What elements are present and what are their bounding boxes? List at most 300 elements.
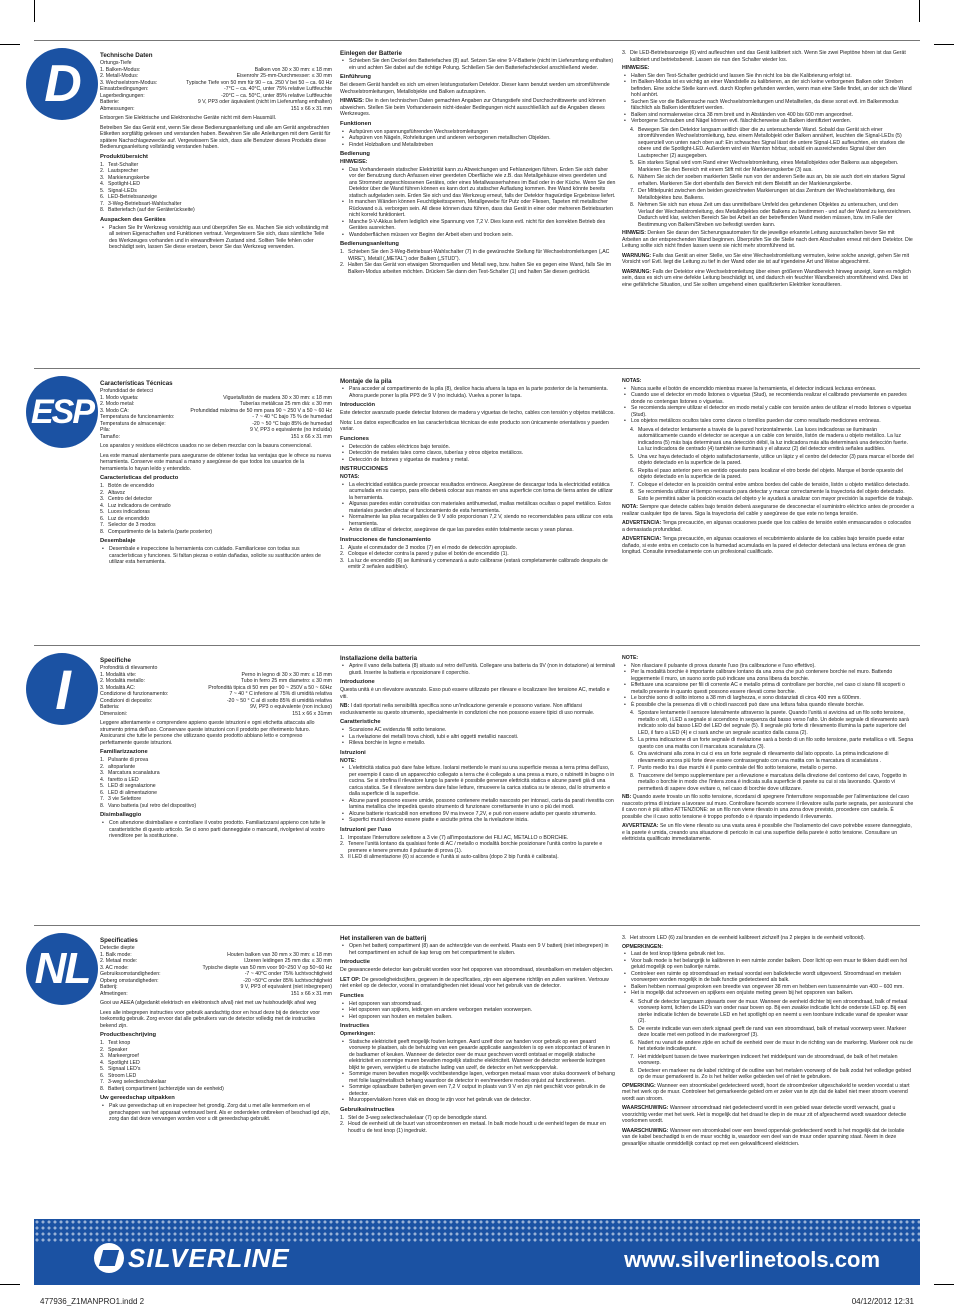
item-number: 2. bbox=[100, 489, 105, 496]
list-item: • Manche 9-V-Akkus liefern lediglich eine Spannung von 7,2 V. Dies kann evtl. nicht für den korrekten Betrieb des Gerätes ausreichen. bbox=[340, 219, 616, 232]
parts-list bbox=[100, 162, 332, 214]
list-item bbox=[622, 935, 914, 942]
item-number: 2. bbox=[100, 168, 105, 175]
step-number: 2. bbox=[340, 841, 345, 848]
spec-key: Gebruiksomstandigheden: bbox=[100, 971, 161, 978]
step-number: 3. bbox=[622, 50, 627, 56]
label-prefix: WAARSCHUWING: bbox=[622, 1127, 669, 1134]
step-number: 4. bbox=[630, 426, 635, 433]
step-text: Het middelpunt tussen de twee markeringen indiceert het middelpunt van de stroomdraad, de balk of het metalen voorwerp. bbox=[638, 1053, 898, 1066]
spec-key: Profundidad de detecci bbox=[100, 388, 154, 395]
list-item bbox=[630, 1040, 914, 1053]
list-item: • Laat de test knop tijdens gebruik niet los. bbox=[622, 951, 914, 958]
spec-row bbox=[100, 991, 332, 998]
list-item bbox=[630, 160, 914, 173]
label-prefix: AVVERTENZA: bbox=[622, 823, 659, 829]
item-label: LED di segnalazione bbox=[108, 783, 156, 790]
step-text: Nähern Sie sich der soeben markierten Stelle nun von der anderen Seite aus an, bis sie auch dort ein starkes Signal erhalten. Markieren Sie dort ebenfalls den Bereich mit dem Bleistift an der Markierungskerbe. bbox=[638, 174, 906, 187]
spec-key: Batterij: bbox=[100, 984, 118, 991]
column-instructions bbox=[340, 655, 616, 926]
label-prefix: HINWEIS: bbox=[340, 98, 364, 105]
step-number: 3. bbox=[340, 557, 345, 564]
spec-table bbox=[100, 60, 332, 112]
list-item: • Per la modalità borchie è importante calibrare lontano da una zona che può contenere borchie nel muro. Battendo leggermente il muro, un suono sordo può indicare una zona libera da borchie. bbox=[622, 669, 914, 682]
functions-list bbox=[340, 1001, 616, 1021]
label-prefix: NB: bbox=[622, 794, 632, 800]
overview-title: Produktübersicht bbox=[100, 153, 148, 160]
list-item bbox=[630, 765, 914, 772]
item-number: 4. bbox=[100, 1059, 105, 1066]
spec-key: Batteria: bbox=[100, 704, 120, 711]
intro-title: Einführung bbox=[340, 74, 371, 81]
spec-value: -20°C – ca. 50°C, unter 85% relative Luftfeuchte bbox=[221, 92, 332, 99]
unpack-title: Auspacken des Gerätes bbox=[100, 216, 166, 223]
item-label: Marcatura scanalatura bbox=[108, 770, 160, 777]
spec-value: 9 V, PP3 of equivalent (niet inbegrepen) bbox=[240, 984, 332, 991]
item-number: 7. bbox=[100, 200, 105, 207]
list-item: • Antes de utilizar el detector, asegúrese de que las paredes estén totalmente secas y sean planas. bbox=[340, 527, 616, 534]
step-text: Bewegen Sie den Detektor langsam seitlich über die zu untersuchende Wand. Sobald das Gerät sich einer stromführenden Wechselstromleitung, bzw. einem Metallobjekt oder Balken annähert, leuchten die Signal-LEDs (5) sequenziell von unten nach oben auf: Ein schwaches Signal lässt die untere Signal-LED aufleuchten, ein starkes die obere und die Spotlight-LED. Außerdem wird ein Warnton hörbar, sobald ein ausreichendes Signal über den Lautsprecher (2) ausgegeben. bbox=[638, 126, 905, 159]
detect-steps bbox=[622, 710, 914, 792]
item-label: 3 vie Selettore bbox=[108, 796, 142, 803]
list-item: • Aufspüren von Nägeln, Rohrleitungen und anderen verborgenen metallischen Objekten. bbox=[340, 135, 616, 142]
spec-key: 1. Modalità vite: bbox=[100, 671, 137, 678]
item-label: altoparlante bbox=[108, 763, 136, 770]
warning-paragraph: WARNUNG: Falls das Gerät an einer Stelle, wo Sie eine Wechselstromleitung vermuten, keine solche anzeigt, gehen Sie mit Vorsicht vor! Evtl. liegt die Leitung zu tief in der Wand oder sie ist auf irgendeine Art und Weise abgeschirmt. bbox=[622, 252, 910, 265]
column-specs bbox=[100, 52, 332, 360]
spec-value: 9V, PP3 o equivalente (non incluso) bbox=[250, 704, 332, 711]
spec-value: -7 ~ 40°C onder 75% luchtvochtigheid bbox=[244, 971, 332, 978]
spec-key: Lagerbedingungen: bbox=[100, 92, 145, 99]
list-item: • Halten Sie den Test-Schalter gedrückt und lassen Sie ihn nicht los bis die Kalibrierung erfolgt ist. bbox=[622, 73, 914, 80]
list-item: • Voor balk mode is het belangrijk te kalibreren in een ruimte zonder balken. Door licht op een muur te tikken duidt een hol geluid mogelijk op een balkvrije ruimte. bbox=[622, 958, 914, 971]
item-number: 6. bbox=[100, 789, 105, 796]
notes-list bbox=[622, 951, 914, 997]
list-item: • Sommige muren bevatten mogelijk vochtbestendige lagen, verborgen metaal maas voor stuka doorswerk of behang met folie laag/metallisch behang waardoor de detector in een/meerdere modes onjuist zal functioneren. bbox=[340, 1071, 616, 1084]
list-item: • Aufspüren von spannungsführenden Wechselstromleitungen bbox=[340, 129, 616, 136]
list-item bbox=[630, 489, 914, 502]
step-text: Una vez haya detectado el objeto satisfactoriamente, utilice un lápiz y el centro del detector (3) para marcar el borde del objeto detectado en la superficie de la pared. bbox=[638, 453, 914, 466]
list-item bbox=[630, 751, 914, 764]
operation-notes bbox=[340, 765, 616, 824]
list-item bbox=[630, 1054, 914, 1067]
warning-paragraph: WARNUNG: Falls der Detektor eine Wechselstromleitung über einen größeren Wandbereich hinweg anzeigt, kann es möglich sein, dass es sich um eine defekte Leitung beschädigt ist, und dadurch ein feuchter Wandbereich stromführend wird. Dies ist eine gefährliche Situation, und Sie sollten umgehend einen qualifizierten Elektriker konsultieren. bbox=[622, 268, 911, 288]
spec-value: Profondità tipica di 50 mm per 90 ~ 250V a 50 ~ 60Hz bbox=[208, 684, 332, 691]
step-text: Houd de eenheid uit de buurt van stroombronnen en metaal. In balk mode houdt u de eenheid tegen de muur en houdt u de test knop (1) ingedrukt. bbox=[348, 1121, 606, 1134]
item-number: 6. bbox=[100, 1072, 105, 1079]
step-number: 3. bbox=[622, 935, 627, 941]
label-prefix: LET OP: bbox=[340, 976, 361, 983]
list-item: • Het opsporen van spijkers, leidingen en andere verborgen metalen voorwerpen. bbox=[340, 1007, 616, 1014]
list-item: • Detección de metales tales como clavos, tuberías y otros objetos metálicos. bbox=[340, 450, 616, 457]
step-text: Die LED-Betriebsanzeige (6) wird aufleuchten und das Gerät kalibriert sich. Wenn Sie zwei Pieptöne hören ist das Gerät kalibriert und betriebsbereit. Lassen sie nun den Schalter wieder los. bbox=[630, 50, 906, 63]
setup-steps bbox=[340, 249, 616, 275]
spec-key: Batterie: bbox=[100, 99, 120, 106]
list-item: • In manchen Wänden können Feuchtigkeitssperren, Metallgewebe für Putz oder Fliesen, Tapeten mit metallischer Rückwand o.ä. verborgen sein. All diese können dazu führen, dass das Gerät in einer oder mehreren Betriebsarten nicht korrekt funktioniert. bbox=[340, 199, 616, 219]
item-number: 4. bbox=[100, 776, 105, 783]
list-item: • Effettuare una scansione per fili di corrente AC e metallo prima di controllare per borchie, nel caso ci siano fili scoperti o metallo presente in quanto questi possono essere rilevati come borchie. bbox=[622, 682, 914, 695]
step-number: 2. bbox=[340, 551, 345, 558]
item-label: Test knop bbox=[108, 1040, 131, 1047]
footer-pattern bbox=[34, 1219, 920, 1243]
item-label: Luz indicadora de centrado bbox=[108, 502, 171, 509]
setup-title: Gebruiksinstructies bbox=[340, 1106, 395, 1113]
step-text: Detecteer en markeer nu de kabel richting of de outline van het metalen voorwerp of de balk zodat het volledige gebied op de muur gemarkeerd is. Zo is het helder welke gebieden wel of niet te gebruiken. bbox=[638, 1067, 912, 1080]
spec-value: Typische diepte van 50 mm voor 90~250 V op 50~60 Hz bbox=[202, 964, 332, 971]
item-label: LED-Betriebsanzeige bbox=[108, 194, 158, 201]
note-paragraph: NB: Quando avete trovato un filo sotto tensione, ricordarsi di spegnere l'interruttore responsabile per l'alimentazione del cavo nascosto prima di iniziare a lavorare sul muro. Controllare facendo scorrere il rilevatore sulla parte segnata, per assicurarsi che il cavo non è più attivo ATTENZIONE: se un filo non viene rilevato in una zona dove previsto, procedere con cautela. È possibile che il cavo sotto tensione è troppo profondo o è riparato impedendo il rilevamento. bbox=[622, 794, 914, 820]
item-number: 8. bbox=[100, 207, 105, 214]
list-item bbox=[340, 854, 616, 861]
operation-notes bbox=[340, 167, 616, 239]
unpack-list bbox=[100, 546, 332, 566]
list-item: • Nunca suelte el botón de encendido mientras mueve la herramienta, el detector indicará lecturas erróneas. bbox=[622, 386, 914, 393]
spec-key: Abmessungen: bbox=[100, 105, 135, 112]
column-instructions bbox=[340, 378, 616, 642]
spec-key: Temperatura de funcionamiento: bbox=[100, 414, 175, 421]
item-label: LED di alimentazione bbox=[108, 789, 158, 796]
item-number: 1. bbox=[100, 161, 105, 168]
note-paragraph: HINWEIS: Denken Sie daran den Sicherungsautomaten für die jeweilige erkannte Leitung auszuschalten bevor Sie mit Arbeiten an der entsprechenden Wand beginnen. Überprüfen Sie die Stelle nach dem Abschalten erneut mit dem Detektor. Die Leitung sollte sich nicht finden lassen wenn sie nicht mehr stromführend ist. bbox=[622, 230, 913, 249]
unpack-title: Desembalaje bbox=[100, 538, 136, 545]
intro-paragraph: Betreiben Sie das Gerät erst, wenn Sie diese Bedienungsanleitung und alle am Gerät angebrachten Etiketten sorgfältig gelesen und verstanden haben. Bewahren Sie alle Anleitungen mit dem Gerät für spätere Nachschlagezwecke auf. Vergewissern Sie sich, dass alle Benutzer dieses Produkts diese Bedienungsanleitung vollständig verstanden haben. bbox=[100, 124, 331, 151]
item-label: Vano batteria (sul retro del dispositivo) bbox=[108, 802, 197, 809]
spec-key: Tamaño: bbox=[100, 433, 120, 440]
list-item bbox=[630, 1026, 914, 1039]
intro-paragraph: Bei diesem Gerät handelt es sich um einen leistungsstarken Detektor. Dieser kann benutzt werden um stromführende Wechselstromleitungen, Metallobjekte und Balken aufzuspüren. bbox=[340, 82, 610, 95]
list-item: • La electricidad estática puede provocar resultados erróneos. Asegúrese de descargar toda la electricidad estática acumulada en su cuerpo, para ello deberá colocar sus manos en una superficie con toma de tierra antes de utilizar la herramienta. bbox=[340, 482, 616, 502]
list-item bbox=[630, 737, 914, 750]
step-number: 4. bbox=[630, 998, 635, 1005]
spec-key: 2. Metall-Modus: bbox=[100, 73, 139, 80]
detect-steps bbox=[622, 127, 914, 229]
step-text: Spostare lentamente il sensore lateralmente attraverso la parete. Quando l'unità si avvicina ad un filo sotto tensione, metallo o viti, i LED a segnale si accendono in sequenza dal basso verso l'alto. Un debole segnale di rilevamento sarà indicato solo dal basso LED del LED del segnale (5). Il segnale più forte di rilevamento illumina la parte superiore del LED, il faro a LED (4) e ci sarà anche un segnale acustico dalla cassa (2). bbox=[638, 710, 909, 736]
operation-notes bbox=[340, 1039, 616, 1104]
spec-value: 151 x 66 x 31 mm bbox=[290, 990, 332, 997]
item-number: 8. bbox=[100, 1085, 105, 1092]
list-item: • Im Balken-Modus ist es wichtig an einer Wandstelle zu kalibrieren, an der sich keine verborgenen Balken oder Streben befinden. Eine solche Stelle kann evtl. durch Klopfen gefunden werden, wenn man eine Stelle findet, an der sich die Wand hohl anhört. bbox=[622, 79, 914, 99]
logo-emblem-icon bbox=[94, 1243, 124, 1273]
list-item bbox=[630, 188, 914, 201]
weee-notice: Entsorgen Sie Elektrische und Elektronische Geräte nicht mit dem Hausmüll. bbox=[100, 115, 277, 122]
list-item: • Le borchie sono di solito intorno a 38 mm di larghezza, e sono distanziati di circa 400 mm a 600mm. bbox=[622, 695, 914, 702]
item-label: Lautsprecher bbox=[108, 168, 139, 175]
language-badge-esp: ESP bbox=[26, 376, 98, 448]
spec-value: Balken von 30 x 30 mm: ≤ 18 mm bbox=[254, 66, 332, 73]
list-item: • La rivelazione dei metalli trova chiodi, tubi e altri oggetti metallici nascosti. bbox=[340, 734, 616, 741]
item-number: 2. bbox=[100, 1046, 105, 1053]
item-label: Spotlight-LED bbox=[108, 181, 141, 188]
list-item: • Das Vorhandensein statischer Elektrizität kann zu Abweichungen und Fehlanzeigen führen. Erden Sie sich daher vor der Benutzung durch Anfassen einer geerdeten Oberfläche wie z.B. das Metallgehäuse eines geerdeten und ans Stromnetz angeschlossenen Gerätes, oder eines Metallwasserhahnes im Bad oder in der Küche. Wenn Sie den Detektor über die Wand führen können es kann dort zu statischer Aufladung kommen. Ihre Wand könnte bereits statisch aufgeladen sein. Erden Sie sich und das Werkzeug erneut, falls der Detektor fragwürdige Ergebnisse liefert. bbox=[340, 167, 616, 200]
item-number: 5. bbox=[100, 187, 105, 194]
warning-paragraph: AVVERTENZA: Se un filo viene rilevato su una vasta area è possibile che l'isolamento del cavo potrebbe essere danneggiato, e la parete è umida, creando una situazione di pericolo in cui una superficie della parete è sotto tensione. Consultare un elettricista qualificato immediatamente. bbox=[622, 823, 912, 842]
weee-notice: Leggere attentamente e comprendere appieno queste istruzioni e ogni etichetta attaccata allo strumento prima dell'uso. Conservare queste istruzioni con il prodotto per riferimento futuro. Assicurarsi che tutte le persone che utilizzano questo prodotto abbiano letto e compreso perfettamente queste istruzioni. bbox=[100, 720, 315, 746]
list-item bbox=[630, 454, 914, 467]
step-text: Schuif de detector langzaam zijwaarts over de muur. Wanneer de eenheid dichter bij een stroomdraad, balk of metaal voorwerp komt, lichten de LED's van onder naar boven op. Bij een zwakke indicatie licht de onderste LED op. Bij een sterke indicatie lichten de bovenste LED en het spotlight op en neemt u een toonbare indicatie vanaf de speaker waar (2). bbox=[638, 998, 908, 1024]
notes-list bbox=[622, 386, 914, 425]
intro-title: Introduzione bbox=[340, 679, 375, 686]
spec-table bbox=[100, 388, 332, 440]
detect-steps bbox=[622, 999, 914, 1081]
intro-paragraph: Este detector avanzado puede detectar listones de madera y viguetas de techo, cables con tensión y objetos metálicos. bbox=[340, 410, 615, 417]
footer-banner bbox=[34, 1219, 920, 1285]
list-item: • Los objetos metálicos ocultos tales como clavos o tornillos pueden dar como resultado mediciones erróneas. bbox=[622, 418, 914, 425]
column-notes bbox=[622, 655, 914, 926]
step-number: 6. bbox=[630, 174, 635, 180]
label-prefix: OPMERKING: bbox=[622, 1082, 656, 1089]
detect-steps bbox=[622, 427, 914, 503]
spec-key: Temperatura de almacenaje: bbox=[100, 420, 166, 427]
file-slug: 477936_Z1MANPRO1.indd 2 bbox=[40, 1297, 145, 1306]
crop-mark bbox=[919, 0, 920, 22]
step-number: 5. bbox=[630, 1025, 635, 1032]
list-item: • Normalmente las pilas recargables de 9 V sólo proporcionan 7,2 V, siendo no recomendables para utilizar con esta herramienta. bbox=[340, 514, 616, 527]
step-number: 1. bbox=[340, 249, 345, 256]
item-label: Markierungskerbe bbox=[108, 174, 150, 181]
battery-title: Montaje de la pila bbox=[340, 378, 392, 385]
step-number: 6. bbox=[630, 467, 635, 474]
spec-title: Specifiche bbox=[100, 657, 131, 664]
list-item: • Detección de listones y viguetas de madera y metal. bbox=[340, 457, 616, 464]
list-item bbox=[340, 1121, 616, 1134]
list-item: • Muuroppervlakken horen vlak en droog te zijn voor het gebruik van de detector. bbox=[340, 1097, 616, 1104]
notes-label: NOTE: bbox=[340, 757, 357, 764]
intro-title: Introducción bbox=[340, 402, 376, 409]
intro-paragraph: Questa unità è un rilevatore avanzato. Esso può essere utilizzato per rilevare e localizzare live tensione AC, metallo e viti. bbox=[340, 687, 610, 700]
battery-title: Einlegen der Batterie bbox=[340, 50, 402, 57]
list-item bbox=[340, 262, 616, 275]
setup-steps bbox=[340, 545, 616, 571]
step-text: Ora avvicinarsi alla zona in cui ci era un forte segnale di rilevamento dal lato opposto. La prima indicazione di rilevamento ancora più forte deve essere contrassegnato con una matita con la marcatura di scanalatura . bbox=[638, 751, 889, 764]
step-number: 5. bbox=[630, 160, 635, 166]
step-number: 7. bbox=[630, 1053, 635, 1060]
spec-value: -20 ~ 50 °C bajo 85% de humedad bbox=[252, 420, 332, 427]
note-paragraph: OPMERKING: Wanneer een stroomkabel gedetecteerd wordt, hoort de stroombreker uitgeschakeld te worden voordat u start met het werk op de muur. Controleer het gemarkeerde gebied om er zeker van te zijn dat de kabel niet meer stroom voerend wordt aan stroom. bbox=[622, 1082, 910, 1102]
spec-value: Vigueta/listón de madera 30 x 30 mm: ≤ 18 mm bbox=[223, 394, 332, 401]
website-url[interactable]: www.silverlinetools.com bbox=[624, 1247, 880, 1272]
step-text: De eerste indicatie van een sterk signaal geeft de rand van een stroomdraad, balk of metaal voorwerp weer. Markeer deze locatie met een potlood in de markeergroef (3). bbox=[638, 1025, 907, 1038]
column-specs bbox=[100, 657, 332, 926]
date-slug: 04/12/2012 12:31 bbox=[851, 1297, 914, 1306]
step-text: Het stroom LED (6) zal branden en de eenheid kalibreert zichzelf (na 2 piepjes is de eenheid voltooid). bbox=[630, 935, 866, 941]
item-label: faretto a LED bbox=[108, 776, 139, 783]
setup-steps-cont bbox=[622, 50, 914, 63]
logo-text: SILVERLINE bbox=[128, 1242, 290, 1273]
language-badge-nl: NL bbox=[26, 933, 98, 1005]
battery-list bbox=[340, 943, 616, 956]
functions-title: Caratteristiche bbox=[340, 719, 381, 726]
operation-title: Istruzioni bbox=[340, 749, 366, 756]
list-item bbox=[630, 773, 914, 793]
item-number: 7. bbox=[100, 522, 105, 529]
spec-value: Typische Tiefe von 50 mm für 90 – ca. 250 V bei 50 – ca. 60 Hz bbox=[186, 79, 332, 86]
column-notes bbox=[622, 378, 914, 642]
spec-value: Tuberías metálicas 25 mm diá: ≤ 30 mm bbox=[239, 401, 332, 408]
item-label: 3-Weg-Betriebsart-Wahlschalter bbox=[108, 200, 182, 207]
spec-row bbox=[100, 711, 332, 718]
item-number: 3. bbox=[100, 770, 105, 777]
crop-mark bbox=[0, 44, 20, 45]
operation-notes bbox=[340, 482, 616, 534]
setup-steps-cont bbox=[622, 935, 914, 942]
step-number: 1. bbox=[340, 834, 345, 841]
step-text: Ajuste el conmutador de 3 modos (7) en el modo de detección apropiado. bbox=[348, 544, 517, 551]
unpack-list bbox=[100, 225, 332, 251]
item-number: 4. bbox=[100, 502, 105, 509]
notes-label: HINWEISE: bbox=[622, 65, 650, 71]
column-instructions bbox=[340, 50, 616, 360]
list-item: • Superfici murali devono essere piatte e asciutte prima che la rivelazione inizia. bbox=[340, 817, 616, 824]
item-label: Compartimento de la batería (parte posterior) bbox=[108, 528, 213, 535]
overview-title: Familiarizzazione bbox=[100, 749, 148, 756]
setup-steps bbox=[340, 835, 616, 861]
setup-title: Istruzioni per l'uso bbox=[340, 826, 392, 833]
unpack-title: Uw gereedschap uitpakken bbox=[100, 1095, 175, 1102]
list-item bbox=[630, 710, 914, 736]
notes-list bbox=[622, 663, 914, 709]
list-item: • Con attenzione disimballare e controllare il vostro prodotto. Familiarizzarsi appieno con tutte le caratteristiche di questo articolo. Se ci sono parti danneggiate o mancanti, rivolgetevi al vostro rivenditore per la sostituzione. bbox=[100, 820, 332, 840]
spec-value: 9 V, PP3 o equivalente (no incluida) bbox=[250, 427, 332, 434]
operation-title: Bedienung bbox=[340, 151, 370, 158]
note-paragraph: NB: I dati riportati nella sensibilità specifica sono un'indicazione generale e possono variare. Non affidarsi esclusivamente su questo strumento, specialmente in condizioni che non possono essere tipici di uso normale. bbox=[340, 703, 595, 716]
item-label: Test-Schalter bbox=[108, 161, 139, 168]
step-number: 6. bbox=[630, 751, 635, 757]
step-text: Repita el paso anterior pero en sentido opuesto para localizar el otro borde del objeto. Marque el borde opuesto del objeto detectado en la superficie de la pared. bbox=[638, 467, 904, 480]
spec-key: Opberg omstandigheden: bbox=[100, 977, 159, 984]
list-item bbox=[630, 427, 914, 453]
spec-value: 151 x 66 x 31mm bbox=[292, 710, 332, 717]
item-number: 6. bbox=[100, 194, 105, 201]
language-badge-it: I bbox=[26, 653, 98, 725]
list-item: • Findet Holzbalken und Metallstreben bbox=[340, 142, 616, 149]
list-item: • Detección de cables eléctricos bajo tensión. bbox=[340, 444, 616, 451]
item-number: 7. bbox=[100, 1079, 105, 1086]
step-text: Impostare l'interruttore selettore a 3 vie (7) all'impostazione dei FILI AC, METALLO o BORCHIE. bbox=[348, 834, 569, 841]
spec-key: Dimensioni: bbox=[100, 710, 128, 717]
spec-key: 2. Modalità metallo: bbox=[100, 678, 145, 685]
list-item bbox=[622, 50, 914, 63]
spec-key: Condizioni di deposito: bbox=[100, 697, 153, 704]
label-prefix: NB: bbox=[340, 703, 350, 710]
list-item: • L'elettricità statica può dare false letture. Isolarsi mettendo le mani su una superficie messa a terra prima dell'uso, per esempio il caso di un apparecchio collegato a terra che è collegato a una presa a muro, o rubinetti in bagno o in cucina. Se si strofina il rilevatore lungo la parete è possibile generare elettricità statica e alcune pareti già di una carica statica. Se il rilevatore sembra dare false letture, rimuovere la carica statica su te stesso, dal lo strumento e dalla superficie di la superficie. bbox=[340, 765, 616, 798]
spec-value: Tubo in ferro 25 mm diametro: ≤ 30 mm bbox=[240, 678, 332, 685]
functions-title: Funciones bbox=[340, 435, 369, 442]
spec-value: Houten balken van 30 mm x 30 mm: ≤ 18 mm bbox=[227, 951, 332, 958]
step-number: 5. bbox=[630, 737, 635, 743]
item-label: Stroom LED bbox=[108, 1072, 137, 1079]
item-label: Markeergroef bbox=[108, 1053, 139, 1060]
setup-steps bbox=[340, 1115, 616, 1135]
step-number: 8. bbox=[630, 202, 635, 208]
step-text: Mueva el detector lentamente a través de la pared horizontalmente. Las luces indicadoras se iluminarán automáticamente cuando el detector se acerque a un cable con tensión, listón de madera u objeto metálico. La luz indicadora (5) más baja determinará una detección débil, la luz indicadora más alta determinará una detección fuerte. La luz indicadora de centrado (4) también se iluminará y el altavoz (2) del detector emitirá señales audibles. bbox=[638, 426, 908, 452]
list-item: • Packen Sie Ihr Werkzeug vorsichtig aus und überprüfen Sie es. Machen Sie sich vollständig mit all seinen Eigenschaften und Funktionen vertraut. Vergewissern Sie sich, dass sämtliche Teile des Werkzeuges vorhanden und in einwandfreiem Zustand sind. Sollten Teile fehlen oder beschädigt sein, lassen Sie diese ersetzen, bevor Sie das Werkzeug verwenden. bbox=[100, 225, 332, 251]
intro-paragraph: Lees alle inbegrepen instructies voor gebruik aandachtig door en houd deze bij de detector voor toekomstig gebruik. Zorg ervoor dat alle gebruikers van de detector volledig met de instructies bekend zijn. bbox=[100, 1009, 321, 1029]
item-label: Spotlight LED bbox=[108, 1059, 140, 1066]
item-label: Selector de 3 modos bbox=[108, 522, 156, 529]
label-prefix: ADVERTENCIA: bbox=[622, 536, 662, 542]
spec-value: 151 x 66 x 31 mm bbox=[290, 105, 332, 112]
operation-title: Instructies bbox=[340, 1023, 370, 1030]
intro-paragraph: De geavanceerde detector kan gebruikt worden voor het opsporen van stroomdraad, steunbalken en metalen objecten. bbox=[340, 967, 614, 974]
step-number: 3. bbox=[340, 854, 345, 861]
spec-key: 3. Wechselstrom-Modus: bbox=[100, 79, 158, 86]
list-item: • Het is mogelijk dat schroeven en spijkers een onjuiste meting geven bij het opsporen van balken. bbox=[622, 990, 914, 997]
list-item: • Desembale e inspeccione la herramienta con cuidado. Familiarícese con todas sus características y funciones. Si faltan piezas o están dañadas, solicite su sustitución antes de utilizar esta herramienta. bbox=[100, 546, 332, 566]
spec-value: Perno in legno di 30 x 30 mm: ≤ 18 mm bbox=[241, 671, 332, 678]
item-number: 3. bbox=[100, 1053, 105, 1060]
item-label: Luz de encendido bbox=[108, 515, 149, 522]
spec-value: -20 ~50°C onder 85% luchtvochtigheid bbox=[243, 977, 332, 984]
spec-value: Eisenrohr 25-mm-Durchmesser: ≤ 30 mm bbox=[236, 73, 332, 80]
list-item: • Para acceder al compartimento de la pila (8), deslice hacia afuera la tapa en la parte posterior de la herramienta. Ahora puede poner la pila PP3 de 9 V (no incluida). Vuelva a poner la tapa. bbox=[340, 386, 616, 399]
list-item bbox=[100, 803, 332, 810]
item-number: 8. bbox=[100, 802, 105, 809]
step-text: La prima indicazione di un forte segnale di rivelazione sarà a bordo di un filo sotto tensione, parte metallica o viti. Segna questo con una matita con il marcatura scanalatura (3). bbox=[638, 737, 914, 750]
list-item: • Rileva borchie in legno e metallo. bbox=[340, 740, 616, 747]
warning-paragraph: WAARSCHUWING: Wanneer een stroomkabel over een breed oppervlak gedetecteerd wordt is het mogelijk dat de isolatie van de kabel beschadigd is en de muur vochtig is, waardoor een deel van de muur onder spanning staat. Neem in deze gevaarlijke situatie onmiddellijk contact op met een gekwalificeerd elektricien. bbox=[622, 1127, 905, 1147]
list-item bbox=[100, 529, 332, 536]
column-notes bbox=[622, 50, 914, 360]
step-text: Schieben Sie den 3-Weg-Betriebsart-Wahlschalter (7) in die gewünschte Stellung für Wechselstromleitungen („AC WIRE“), Metall („METAL“) oder Balken („STUD“). bbox=[348, 249, 610, 262]
battery-list bbox=[340, 58, 616, 71]
list-item: • Het opsporen van houten en metalen balken. bbox=[340, 1014, 616, 1021]
list-item: • Balken hebben normaal gesproken een breedte van ongeveer 38 mm en hebben een tussenruimte van 400 – 600 mm. bbox=[622, 984, 914, 991]
item-label: Centro del detector bbox=[108, 496, 153, 503]
step-number: 8. bbox=[630, 772, 635, 779]
step-text: Nehmen Sie sich nun etwas Zeit um das unmittelbare Umfeld des gefundenen Objektes zu untersuchen, und den Verlauf der Wechselstromleitung, des Metallobjektes oder Balkens zu bestimmen - und auf der Wand zu kennzeichnen. Dadurch wird klar, welchen Bereich Sie bei Arbeit an der betreffenden Wand meiden müssen, bzw. im Falle der Bestimmung von Balken/Streben wo befestigt werden kann. bbox=[638, 202, 912, 228]
item-number: 1. bbox=[100, 483, 105, 490]
functions-list bbox=[340, 727, 616, 747]
battery-list bbox=[340, 663, 616, 676]
item-number: 1. bbox=[100, 757, 105, 764]
item-number: 8. bbox=[100, 528, 105, 535]
functions-list bbox=[340, 444, 616, 464]
item-number: 7. bbox=[100, 796, 105, 803]
label-prefix: WARNUNG: bbox=[622, 252, 652, 259]
step-text: La luz de encendido (6) se iluminará y comenzará a auto calibrarse (estará completamente calibrado después de emitir 2 señales audibles). bbox=[348, 557, 608, 571]
notes-label: NOTAS: bbox=[340, 474, 360, 481]
item-number: 2. bbox=[100, 763, 105, 770]
label-prefix: WAARSCHUWING: bbox=[622, 1105, 669, 1111]
weee-notice: Los aparatos y residuos eléctricos usados no se deben mezclar con la basura convencional. bbox=[100, 443, 312, 450]
list-item bbox=[630, 127, 914, 160]
list-item: • Wandoberflächen müssen vor Beginn der Arbeit eben und trocken sein. bbox=[340, 232, 616, 239]
column-notes bbox=[622, 935, 914, 1211]
spec-title: Technische Daten bbox=[100, 52, 153, 59]
step-number: 7. bbox=[630, 188, 635, 194]
item-label: Signaal LED's bbox=[108, 1066, 141, 1073]
spec-key: 1. Balken-Modus: bbox=[100, 66, 141, 73]
step-text: Tenere l'unità lontano da qualsiasi fonte di AC / metallo o modalità borchie posizionare l'unità contro la parete e premere e tenere premuto il pulsante di prova (1). bbox=[348, 841, 603, 854]
spec-row bbox=[100, 434, 332, 441]
spec-value: - 7 ~ 40 °C bajo 75 % de humedad bbox=[252, 414, 332, 421]
step-text: Trascorrere del tempo supplementare per a rilevazione e marcatura della direzione del contorno del cavo, l'oggetto in metallo o borchie in modo che l'intera zona è indicata sulla superficie di parete su cui si sta lavorando. Questo vi permetterà di sapere dove evitare o, nel caso di borchie dove utilizzare. bbox=[638, 772, 907, 792]
item-number: 1. bbox=[100, 1040, 105, 1047]
list-item bbox=[630, 482, 914, 489]
item-label: Signal-LEDs bbox=[108, 187, 137, 194]
spec-key: 3. Modalità AC: bbox=[100, 684, 136, 691]
step-text: Coloque el detector contra la pared y pulse el botón de encendido (1). bbox=[348, 551, 509, 558]
item-number: 5. bbox=[100, 1066, 105, 1073]
list-item: • Non rilasciare il pulsante di prova durante l'uso (tra calibrazione e l'uso effettivo). bbox=[622, 663, 914, 670]
spec-row bbox=[100, 106, 332, 113]
language-badge-de: D bbox=[26, 48, 98, 120]
spec-value: Profundidad máxima de 50 mm para 90 ~ 250 V a 50 ~ 60 Hz bbox=[190, 407, 332, 414]
note-paragraph: Nota: Los datos especificados en las características técnicas de este producto son únicamente orientativos y pueden variar. bbox=[340, 419, 609, 433]
spec-key: 1. Balk mode: bbox=[100, 951, 132, 958]
unpack-list bbox=[100, 1103, 332, 1123]
list-item: • È possibile che la presenza di viti o chiodi nascosti può dare una lettura falsa quando rilevate borchie. bbox=[622, 702, 914, 709]
